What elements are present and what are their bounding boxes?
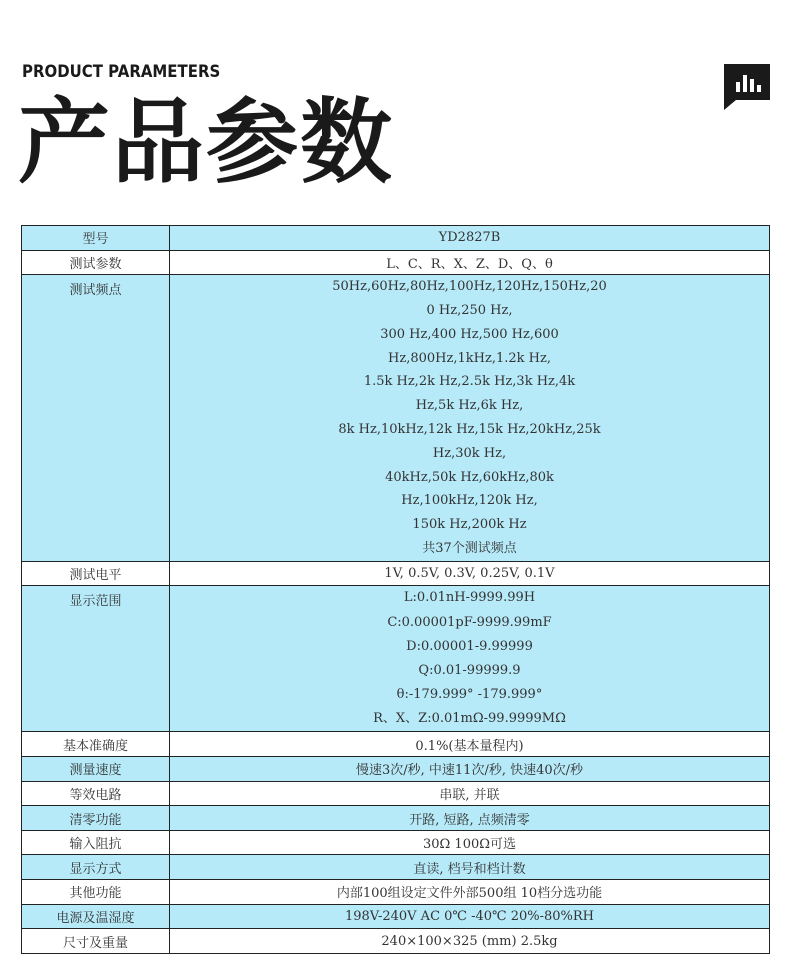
- frequency-line: 150k Hz,200k Hz: [412, 517, 527, 533]
- frequency-line: 300 Hz,400 Hz,500 Hz,600: [380, 326, 559, 342]
- page-title: 产品参数: [18, 89, 395, 196]
- row-value: YD2827B: [170, 226, 770, 251]
- frequency-line: Hz,5k Hz,6k Hz,: [415, 398, 524, 414]
- table-row: [22, 929, 770, 954]
- row-value: 0.1%(基本量程内): [170, 732, 770, 757]
- table-row: [22, 732, 770, 757]
- row-label: 显示范围: [22, 586, 170, 732]
- range-list: [170, 586, 770, 732]
- range-line: D:0.00001-9.99999: [406, 638, 533, 654]
- row-value: 开路, 短路, 点频清零: [170, 806, 770, 831]
- row-value: 内部100组设定文件外部500组 10档分选功能: [170, 880, 770, 905]
- table-row: [22, 904, 770, 929]
- row-value: L、C、R、X、Z、D、Q、θ: [170, 250, 770, 275]
- range-line: L:0.01nH-9999.99H: [403, 590, 536, 606]
- row-value: 198V-240V AC 0℃ -40℃ 20%-80%RH: [170, 904, 770, 929]
- table-row: [22, 757, 770, 782]
- frequency-line: 1.5k Hz,2k Hz,2.5k Hz,3k Hz,4k: [363, 374, 576, 390]
- table-row: [22, 880, 770, 905]
- row-label: 电源及温湿度: [22, 904, 170, 929]
- frequency-line: Hz,800Hz,1kHz,1.2k Hz,: [388, 350, 551, 366]
- table-row: [22, 830, 770, 855]
- row-label: 其他功能: [22, 880, 170, 905]
- parameters-table: [21, 225, 770, 954]
- table-row: [22, 586, 770, 732]
- table-row: [22, 250, 770, 275]
- table-row: [22, 855, 770, 880]
- row-label: 显示方式: [22, 855, 170, 880]
- row-value: 240×100×325 (mm) 2.5kg: [170, 929, 770, 954]
- frequency-list: [170, 275, 770, 562]
- row-value: 直读, 档号和档计数: [170, 855, 770, 880]
- row-value: 串联, 并联: [170, 781, 770, 806]
- range-line: θ:-179.999° -179.999°: [396, 687, 543, 703]
- table-row: [22, 275, 770, 562]
- row-label: 测试参数: [22, 250, 170, 275]
- row-value: 1V, 0.5V, 0.3V, 0.25V, 0.1V: [170, 561, 770, 586]
- bar-chart-speech-icon: [724, 64, 770, 110]
- row-label: 基本准确度: [22, 732, 170, 757]
- row-label: 清零功能: [22, 806, 170, 831]
- row-label: 测试频点: [22, 275, 170, 562]
- row-label: 测试电平: [22, 561, 170, 586]
- row-label: 等效电路: [22, 781, 170, 806]
- frequency-line: 50Hz,60Hz,80Hz,100Hz,120Hz,150Hz,20: [332, 279, 607, 295]
- frequency-line: 40kHz,50k Hz,60kHz,80k: [385, 469, 554, 485]
- range-line: C:0.00001pF-9999.99mF: [387, 614, 552, 630]
- range-line: Q:0.01-99999.9: [418, 662, 521, 678]
- frequency-line: 8k Hz,10kHz,12k Hz,15k Hz,20kHz,25k: [338, 421, 601, 437]
- section-subtitle: PRODUCT PARAMETERS: [22, 62, 221, 82]
- table-row: [22, 781, 770, 806]
- row-label: 输入阻抗: [22, 830, 170, 855]
- frequency-line: 0 Hz,250 Hz,: [426, 302, 513, 318]
- row-value: 慢速3次/秒, 中速11次/秒, 快速40次/秒: [170, 757, 770, 782]
- row-label: 测量速度: [22, 757, 170, 782]
- row-label: 型号: [22, 226, 170, 251]
- table-row: [22, 226, 770, 251]
- row-label: 尺寸及重量: [22, 929, 170, 954]
- row-value: 30Ω 100Ω可选: [170, 830, 770, 855]
- frequency-line: Hz,100kHz,120k Hz,: [401, 493, 538, 509]
- table-row: [22, 561, 770, 586]
- frequency-line: 共37个测试频点: [422, 540, 517, 556]
- table-row: [22, 806, 770, 831]
- range-line: R、X、Z:0.01mΩ-99.9999MΩ: [373, 711, 566, 727]
- frequency-line: Hz,30k Hz,: [432, 445, 507, 461]
